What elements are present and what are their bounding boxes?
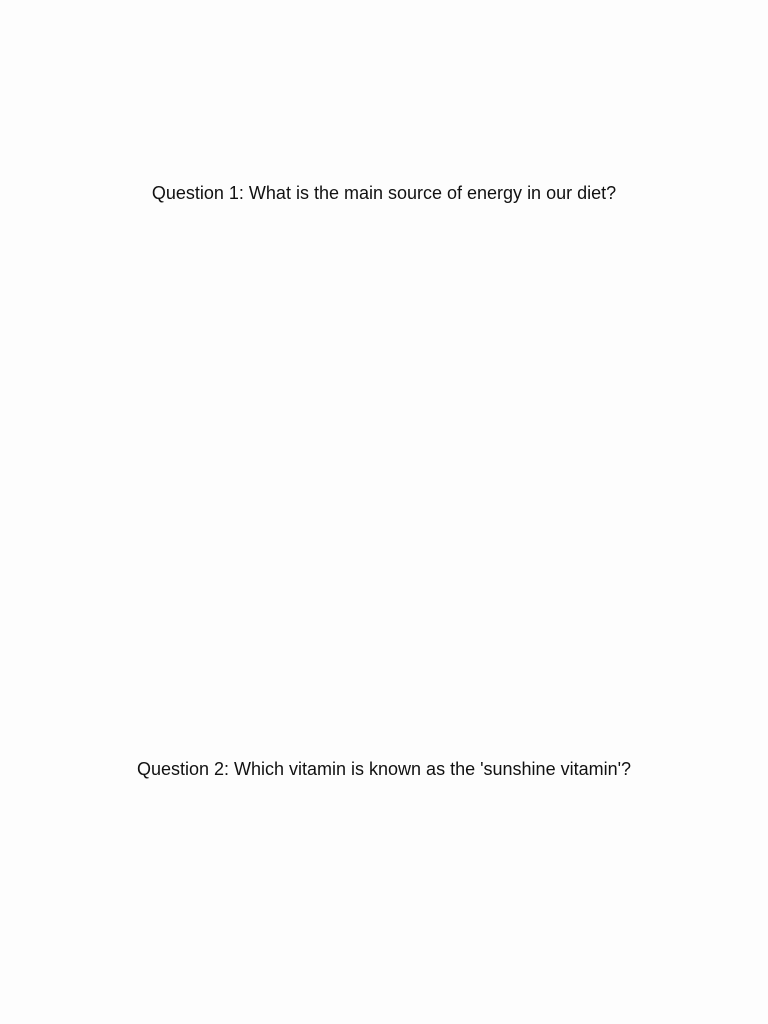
question-1-text: Question 1: What is the main source of energy in our diet? <box>151 183 617 203</box>
question-2-text: Question 2: Which vitamin is known as the 'sunshine vitamin'? <box>136 759 632 779</box>
